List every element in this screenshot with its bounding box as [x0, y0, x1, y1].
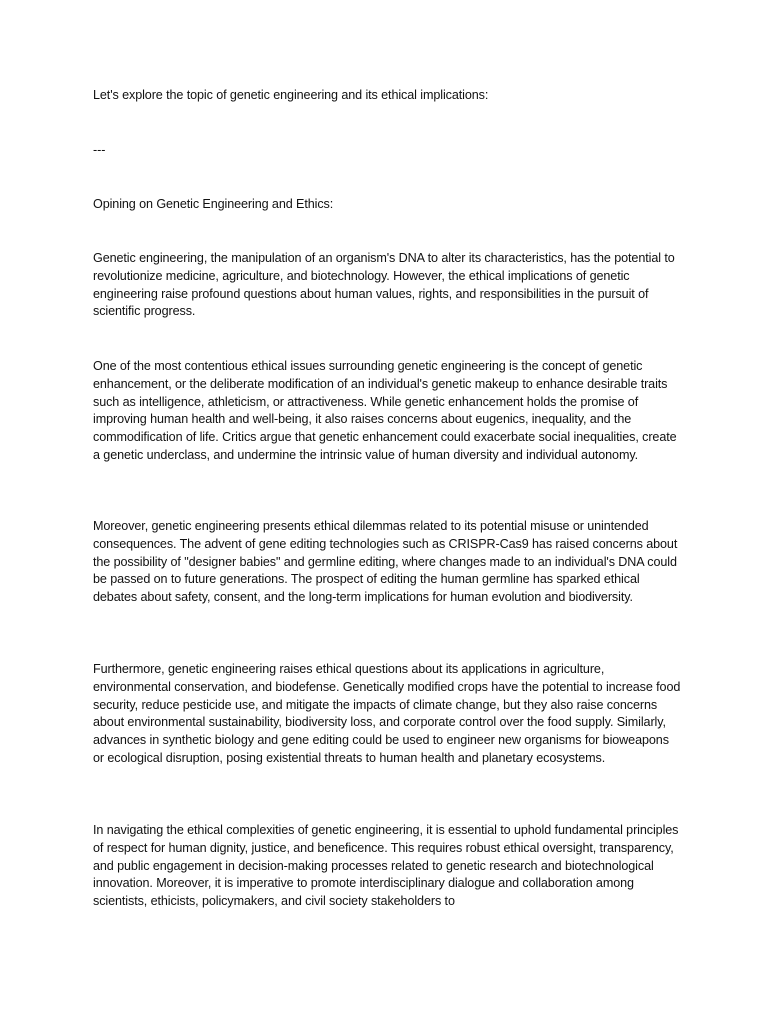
paragraph-5: In navigating the ethical complexities of genetic engineering, it is essential to uphold fundamental principles of respect for human dignity, justice, and beneficence. This requires robust ethical oversight, transparency, and public engagement in decision-making processes related to genetic research and biotechnological innovation. Moreover, it is imperative to promote interdisciplinary dialogue and collaboration among scientists, ethicists, policymakers, and civil society stakeholders to: [93, 823, 679, 909]
paragraph-3: Moreover, genetic engineering presents ethical dilemmas related to its potential misuse or unintended consequences. The advent of gene editing technologies such as CRISPR-Cas9 has raised concerns about the possibility of "designer babies" and germline editing, where changes made to an individual's DNA could be passed on to future generations. The prospect of editing the human germline has sparked ethical debates about safety, consent, and the long-term implications for human evolution and biodiversity.: [93, 519, 678, 605]
paragraph-4: Furthermore, genetic engineering raises ethical questions about its applications in agriculture, environmental conservation, and biodefense. Genetically modified crops have the potential to increase food security, reduce pesticide use, and mitigate the impacts of climate change, but they also raise concerns about environmental sustainability, biodiversity loss, and corporate control over the food supply. Similarly, advances in synthetic biology and gene editing could be used to engineer new organisms for bioweapons or ecological disruption, posing existential threats to human health and planetary ecosystems.: [93, 662, 681, 765]
paragraph-2: One of the most contentious ethical issues surrounding genetic engineering is the concept of genetic enhancement, or the deliberate modification of an individual's genetic makeup to enhance desirable traits such as intelligence, athleticism, or attractiveness. While genetic enhancement holds the promise of improving human health and well-being, it also raises concerns about eugenics, inequality, and the commodification of life. Critics argue that genetic enhancement could exacerbate social inequalities, create a genetic underclass, and undermine the intrinsic value of human diversity and individual autonomy.: [93, 359, 677, 462]
intro-line: Let's explore the topic of genetic engineering and its ethical implications:: [93, 88, 489, 102]
divider-line: ---: [93, 143, 106, 157]
paragraph-1: Genetic engineering, the manipulation of an organism's DNA to alter its characteristics, has the potential to revolutionize medicine, agriculture, and biotechnology. However, the ethical implications of genetic engineering raise profound questions about human values, rights, and responsibilities in the pursuit of scientific progress.: [93, 251, 675, 319]
document-heading: Opining on Genetic Engineering and Ethics:: [93, 197, 334, 211]
